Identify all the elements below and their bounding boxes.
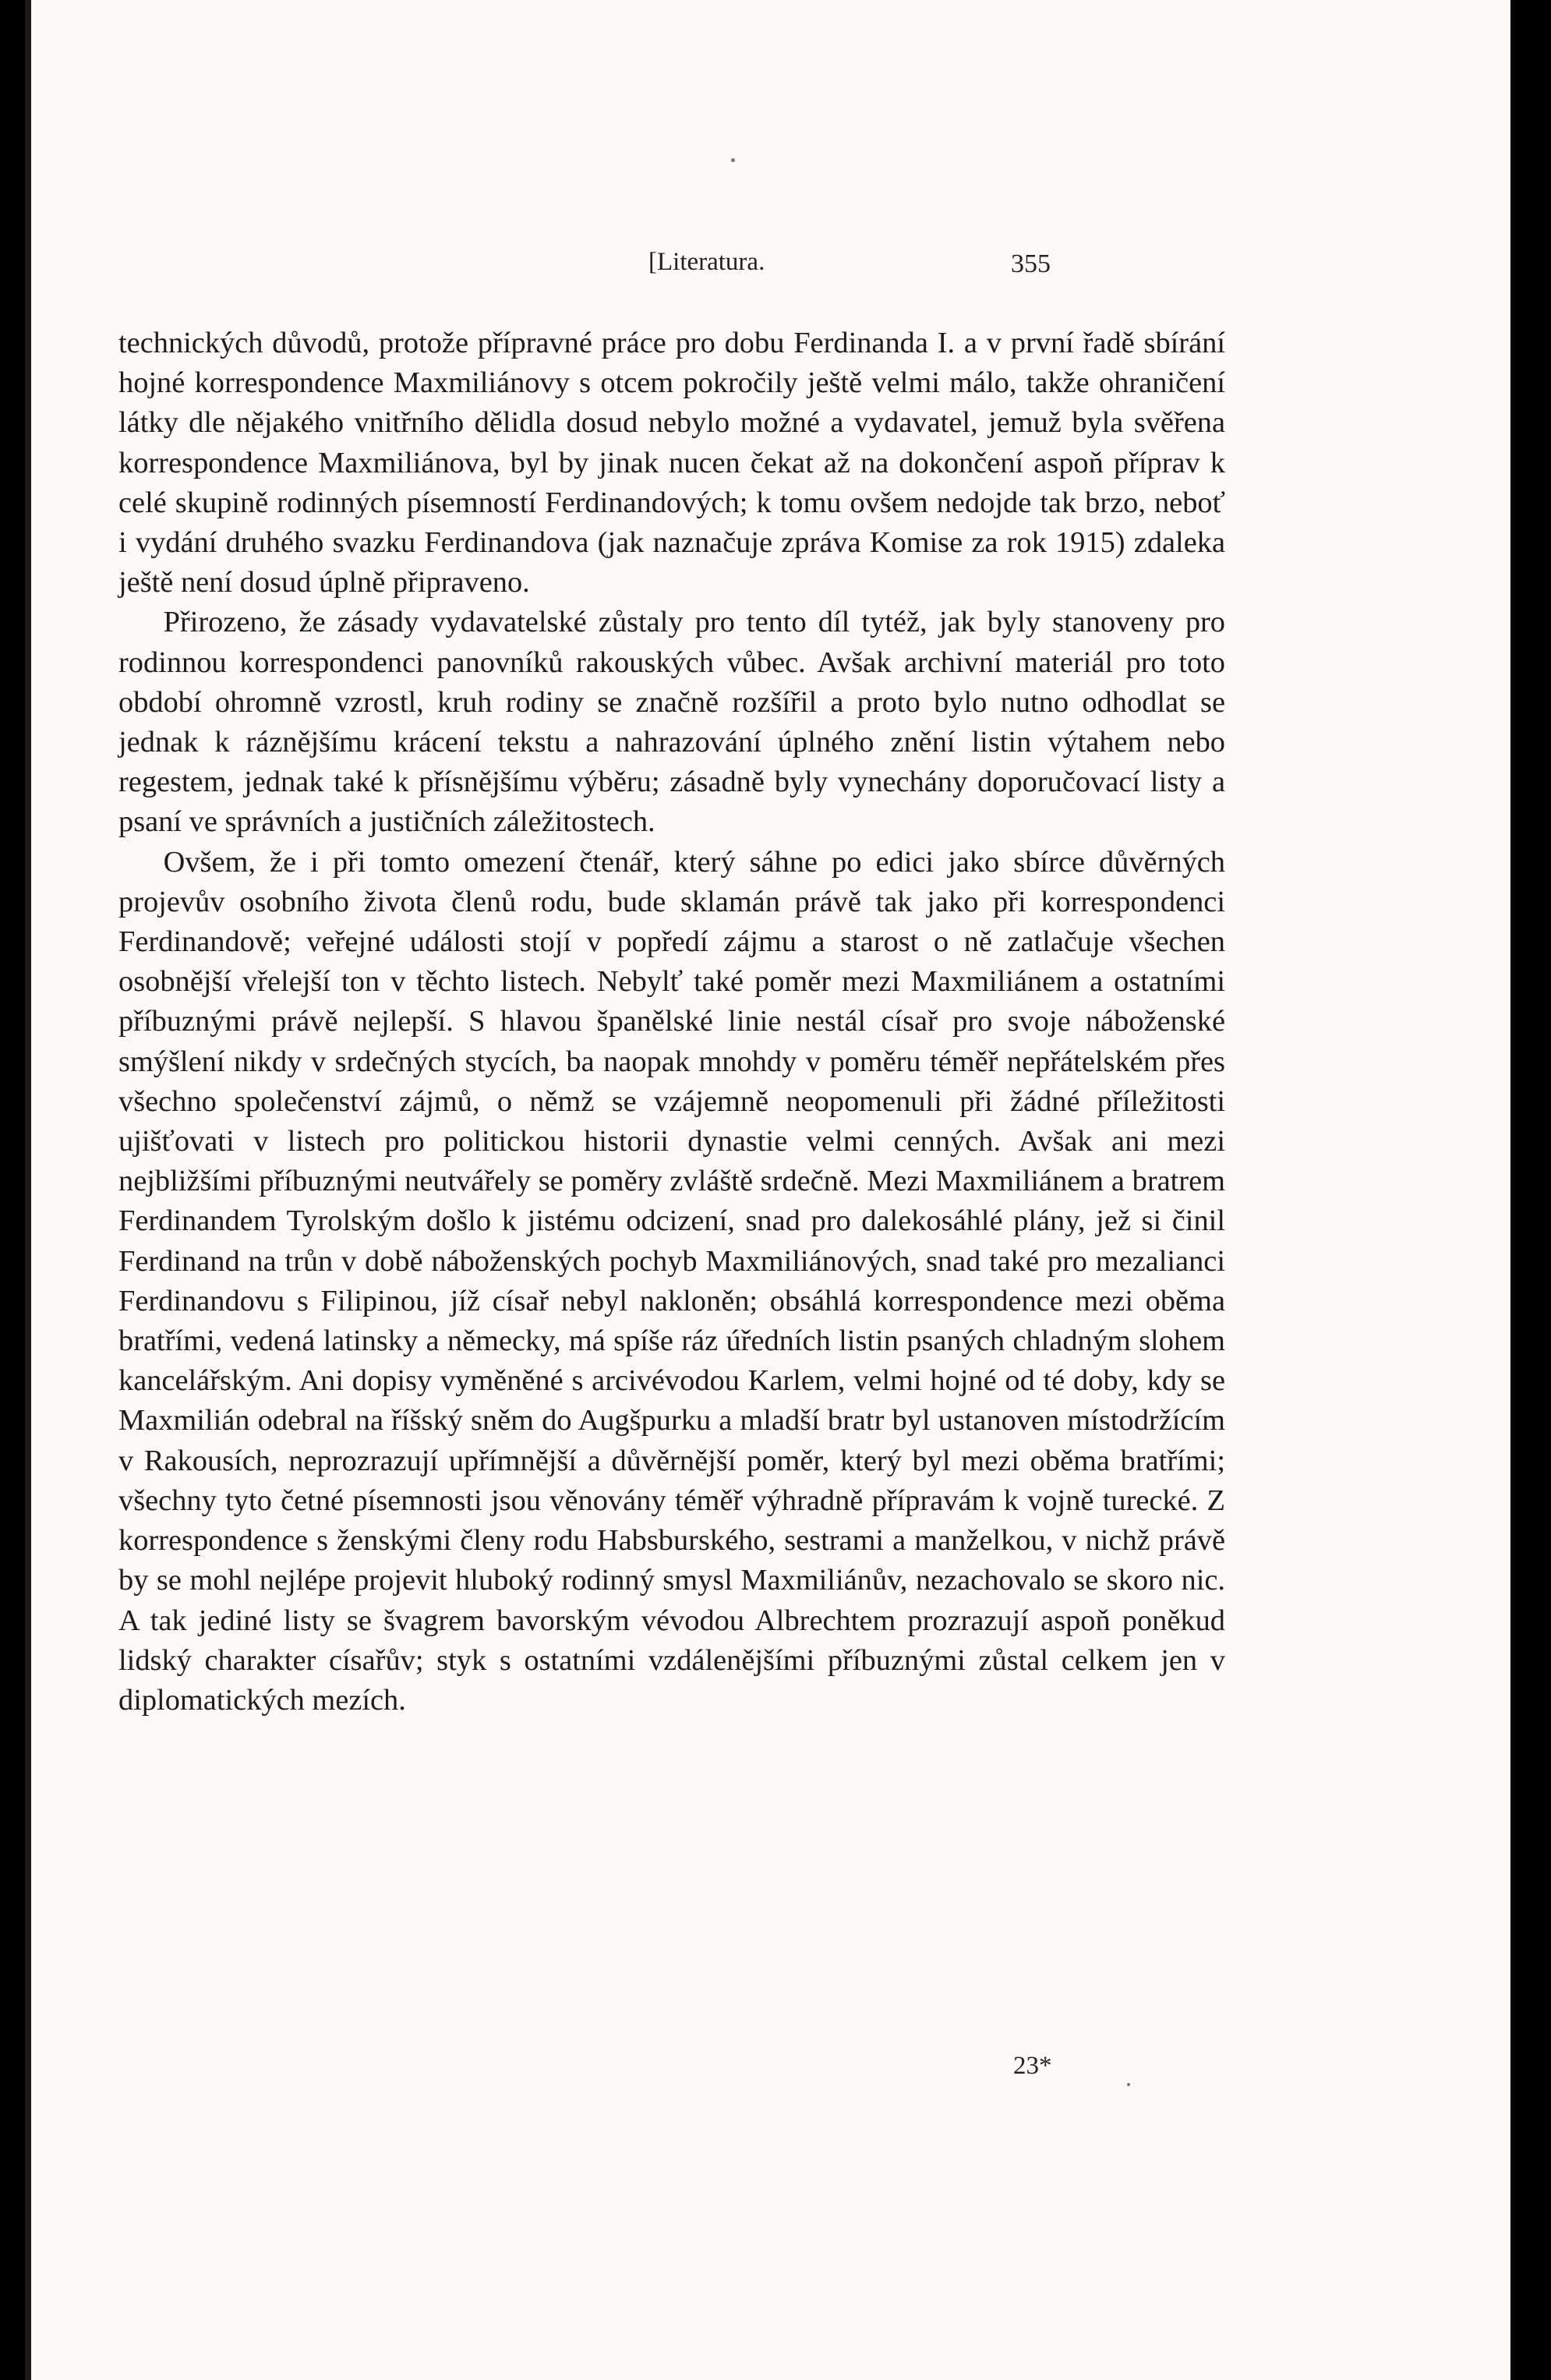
book-page	[25, 0, 1510, 2380]
scan-edge	[25, 0, 31, 2380]
dust-speck	[1127, 2083, 1130, 2086]
paragraph: Přirozeno, že zásady vydavatelské zůstaly pro tento díl tytéž, jak byly stanoveny pro rodinnou korrespondenci panovníků rakouských vůbec. Avšak archivní materiál pro toto období ohromně vzrostl, kruh rodiny se značně rozšířil a proto bylo nutno odhodlat se jednak k ráznějšímu krácení tekstu a nahrazování úplného znění listin výtahem nebo regestem, jednak také k přísnějšímu výběru; zásadně byly vynechány doporučovací listy a psaní ve správních a justičních záležitostech.	[118, 606, 1225, 839]
running-head: [Literatura.	[648, 248, 765, 276]
paragraph: Ovšem, že i při tomto omezení čtenář, který sáhne po edici jako sbírce důvěrných projevův osobního života členů rodu, bude sklamán právě tak jako při korrespondenci Ferdinandově; veřejné události stojí v popředí zájmu a starost o ně zatlačuje všechen osobnější vřelejší ton v těchto listech. Nebylť také poměr mezi Maxmiliánem a ostatními příbuznými právě nejlepší. S hlavou španělské linie nestál císař pro svoje náboženské smýšlení nikdy v srdečných stycích, ba naopak mnohdy v poměru téměř nepřátelském přes všechno společenství zájmů, o němž se vzájemně neopomenuli při žádné příležitosti ujišťovati v listech pro politickou historii dynastie velmi cenných. Avšak ani mezi nejbližšími příbuznými neutvářely se poměry zvláště srdečně. Mezi Maxmiliánem a bratrem Ferdinandem Tyrolským došlo k jistému odcizení, snad pro dalekosáhlé plány, jež si činil Ferdinand na trůn v době náboženských pochyb Maxmiliánových, snad také pro mezalianci Ferdinandovu s Filipinou, jíž císař nebyl nakloněn; obsáhlá korrespondence mezi oběma bratřími, vedená latinsky a německy, má spíše ráz úředních listin psaných chladným slohem kancelářským. Ani dopisy vyměněné s arcivévodou Karlem, velmi hojné od té doby, kdy se Maxmilián odebral na říšský sněm do Augšpurku a mladší bratr byl ustanoven místodržícím v Rakousích, neprozrazují upřímnější a důvěrnější poměr, který byl mezi oběma bratřími; všechny tyto četné písemnosti jsou věnovány téměř výhradně přípravám k vojně turecké. Z korrespondence s ženskými členy rodu Habsburského, sestrami a manželkou, v nichž právě by se mohl nejlépe projevit hluboký rodinný smysl Maxmiliánův, nezachovalo se skoro nic. A tak jediné listy se švagrem bavorským vévodou Albrechtem prozrazují aspoň poněkud lidský charakter císařův; styk s ostatními vzdálenějšími příbuznými zůstal celkem jen v diplomatických mezích.	[118, 845, 1225, 1717]
signature-mark: 23*	[1013, 2052, 1052, 2080]
body-text	[118, 324, 1225, 1720]
dust-speck	[731, 158, 735, 162]
paragraph: technických důvodů, protože přípravné práce pro dobu Ferdinanda I. a v první řadě sbírání hojné korrespondence Maxmiliánovy s otcem pokročily ještě velmi málo, takže ohraničení látky dle nějakého vnitřního dělidla dosud nebylo možné a vydavatel, jemuž byla svěřena korrespondence Maxmiliánova, byl by jinak nucen čekat až na dokončení aspoň příprav k celé skupině rodinných písemností Ferdinandových; k tomu ovšem nedojde tak brzo, neboť i vydání druhého svazku Ferdinandova (jak naznačuje zpráva Komise za rok 1915) zdaleka ještě není dosud úplně připraveno.	[118, 327, 1225, 599]
page-number: 355	[1011, 249, 1051, 278]
page-header	[25, 248, 1510, 287]
